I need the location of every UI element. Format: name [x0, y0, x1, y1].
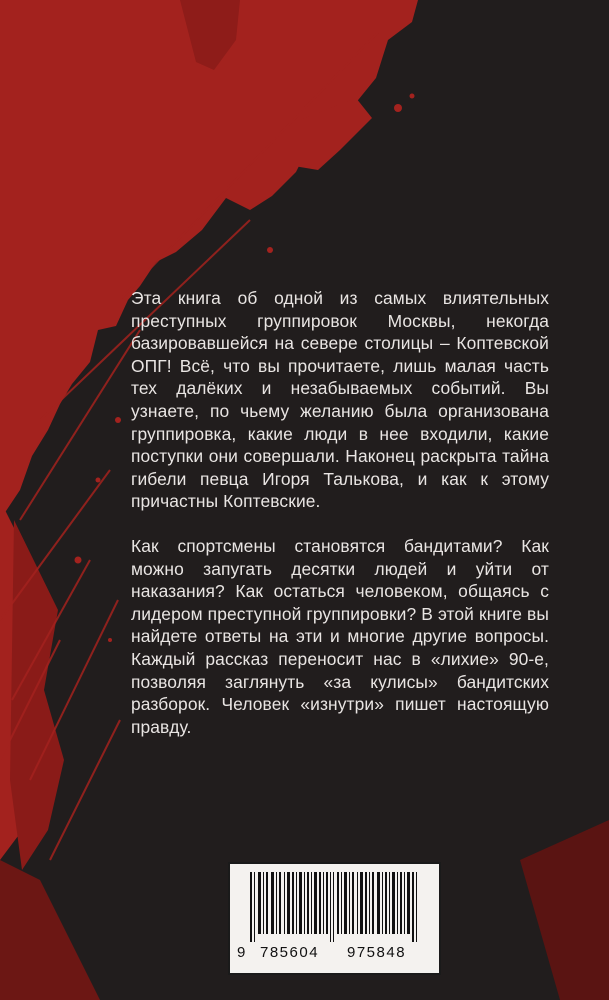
- blurb-paragraph-2: Как спортсмены становятся бандитами? Как можно запугать десятки людей и уйти от наказания? Как остаться человеком, общаясь с лидером преступной группировки? В этой книге вы найдете ответы на эти и многие другие вопросы. Каждый рассказ переносит нас в «лихие» 90-е, позволяя заглянуть «за кулисы» бандитских разборок. Человек «изнутри» пишет настоящую правду.: [131, 535, 549, 737]
- blurb-text: [131, 287, 549, 738]
- isbn-group-1: 785604: [260, 944, 320, 961]
- blurb-paragraph-1: Эта книга об одной из самых влиятельных преступных группировок Москвы, некогда базировавшейся на севере столицы – Коптевской ОПГ! Всё, что вы прочитаете, лишь малая часть тех далёких и незабываемых событий. Вы узнаете, по чьему желанию была организована группировка, какие люди в нее входили, какие поступки они совершали. Наконец раскрыта тайна гибели певца Игоря Талькова, и как к этому причастны Коптевские.: [131, 288, 549, 512]
- isbn-lead-digit: 9: [237, 944, 246, 961]
- isbn-barcode: [228, 862, 441, 975]
- isbn-group-2: 975848: [347, 944, 407, 961]
